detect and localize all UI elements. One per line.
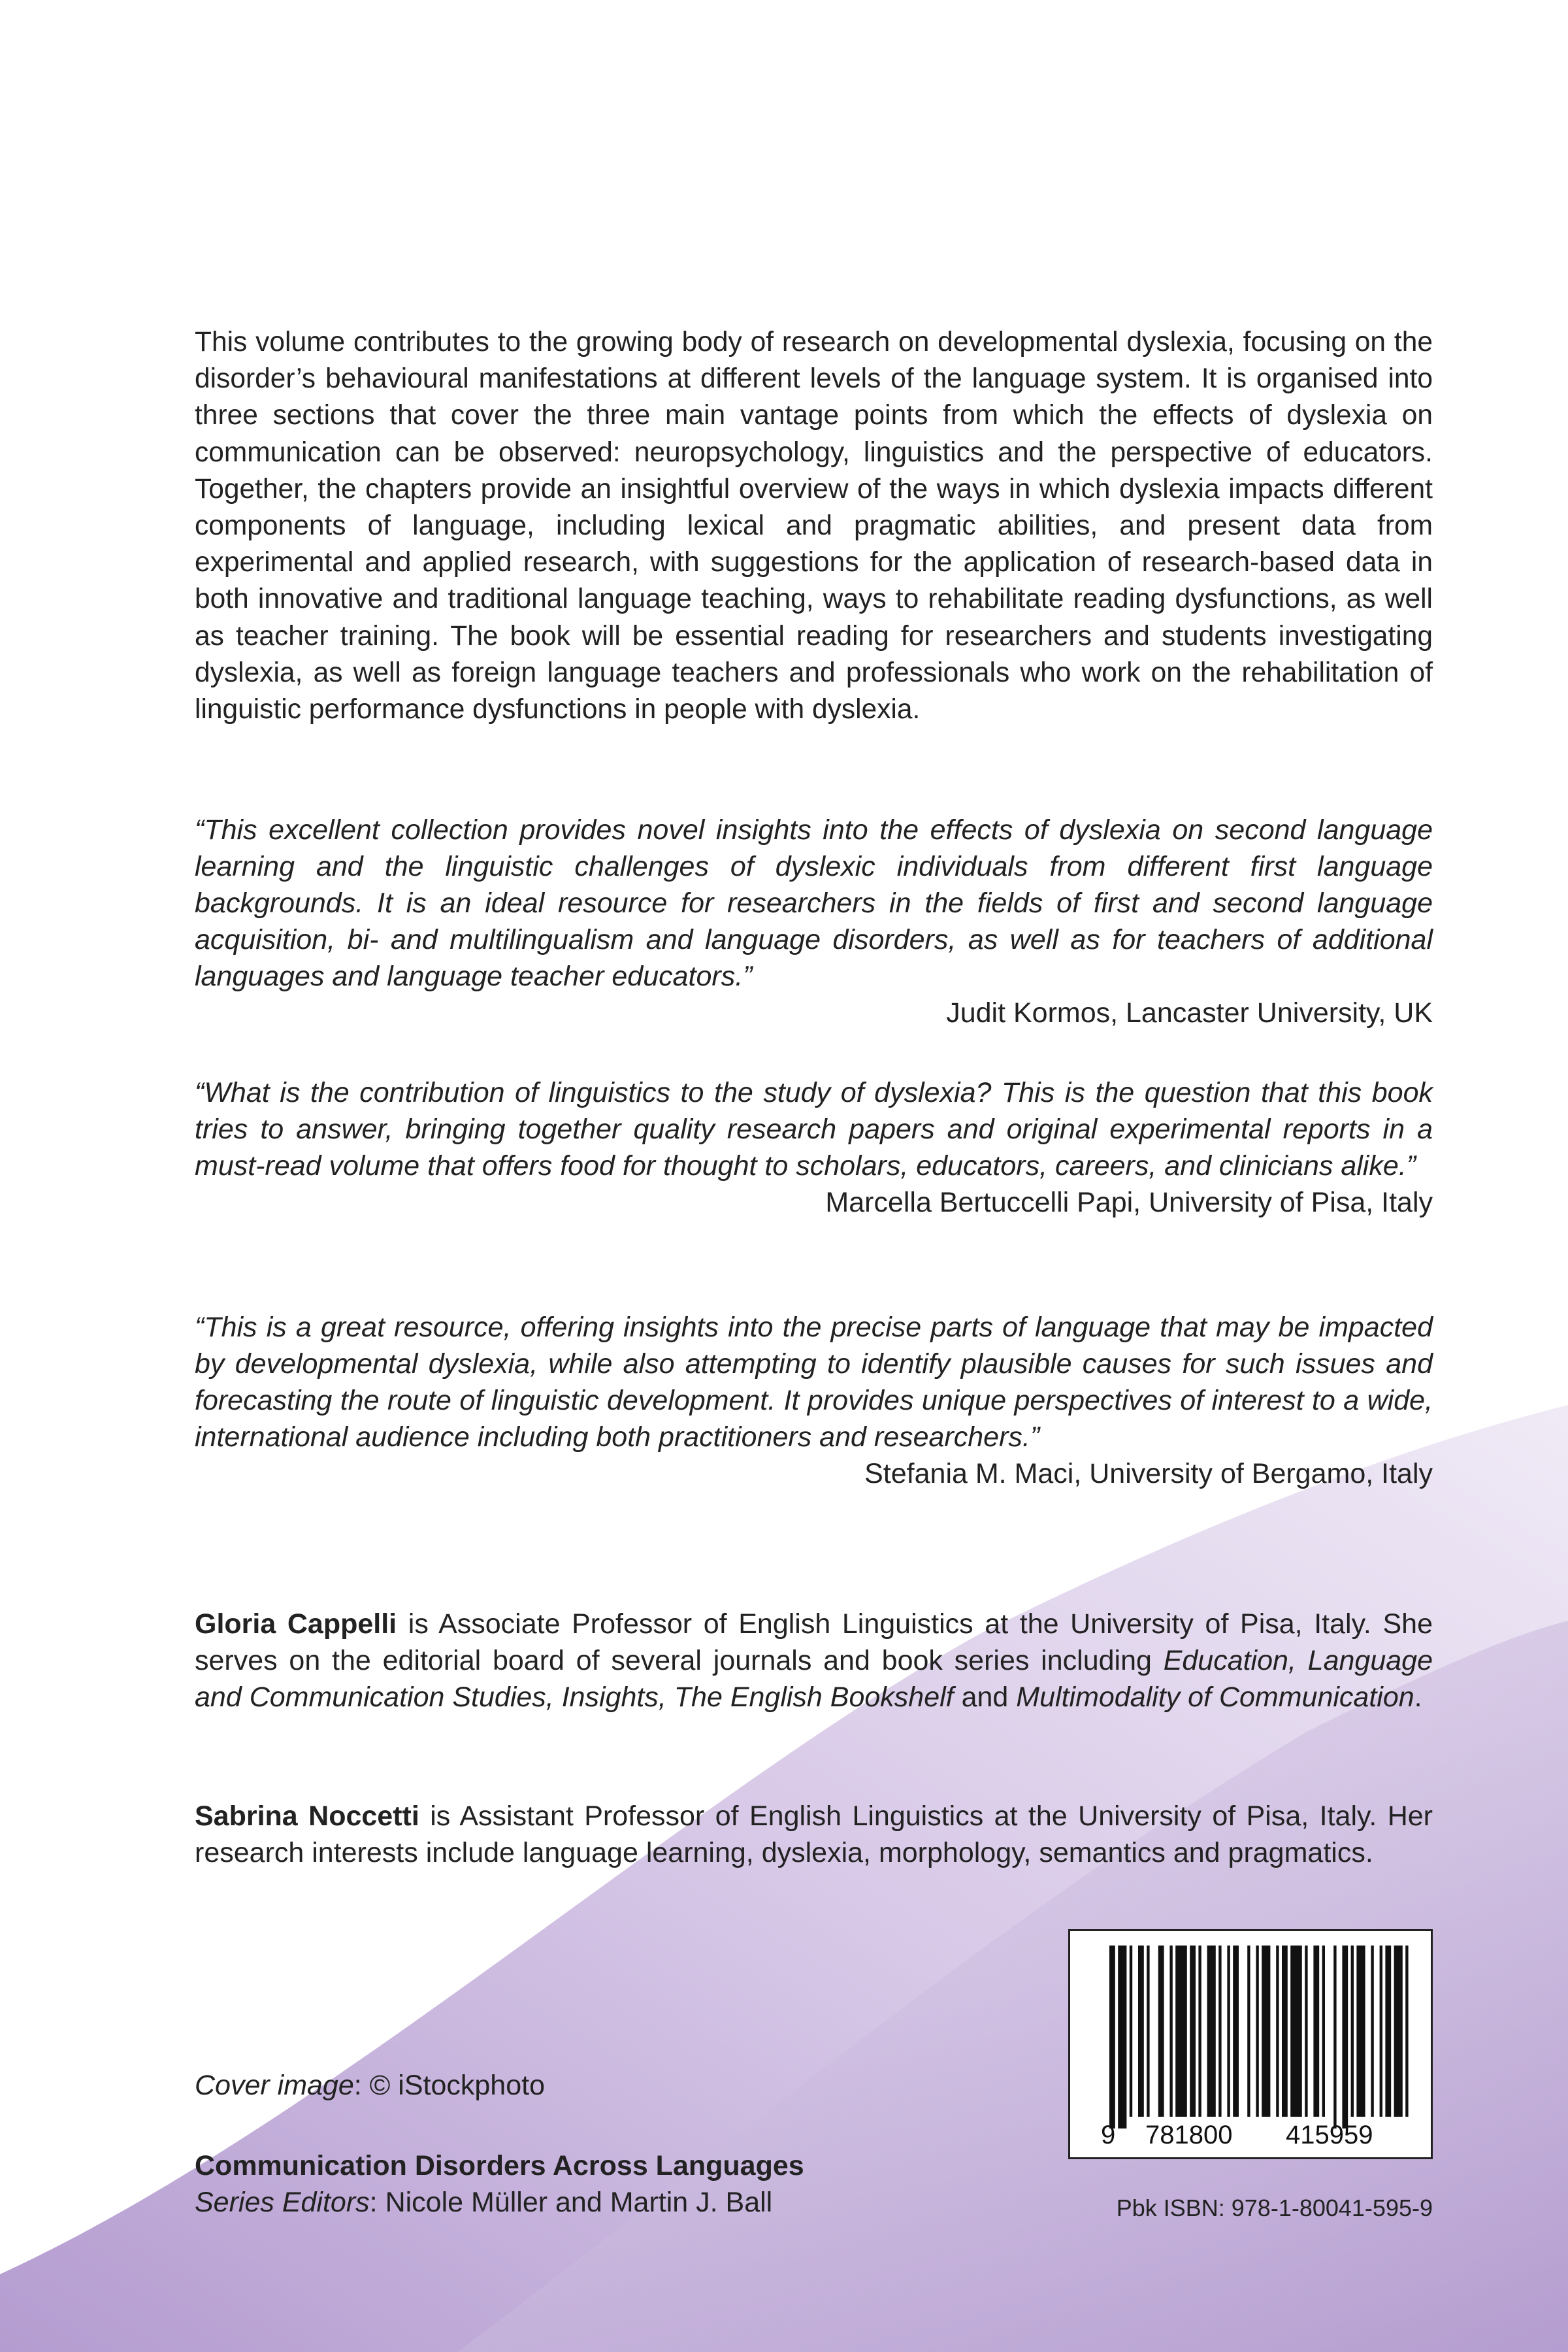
barcode-bar [1371,1946,1373,2117]
barcode-bar [1322,1946,1325,2117]
barcode-bar [1169,1946,1172,2117]
series-editors: : Nicole Müller and Martin J. Ball [369,2187,773,2218]
barcode-bar [1158,1946,1164,2117]
barcode-bar [1262,1946,1270,2117]
bio-series-titles: Education, Language and Communication Studies, Insights, The English Bookshelf [195,1645,1433,1713]
barcode-bar [1356,1946,1365,2117]
series-name: Communication Disorders Across Languages [195,2150,804,2181]
endorsement-1 [195,812,1433,1031]
series-editors-label: Series Editors [195,2187,370,2218]
bio-series-title: Multimodality of Communication [1016,1681,1414,1713]
barcode-bar [1130,1946,1132,2117]
barcode-bar [1233,1946,1239,2117]
barcode-bar [1313,1946,1319,2117]
endorsement-quote: “This excellent collection provides novel insights into the effects of dyslexia on second language learning and the linguistic challenges of dyslexic individuals from different first language backgrounds. It is an ideal resource for researchers in the fields of first and second language acquisition, bi- and multilingualism and language disorders, as well as for teachers of additional languages and language teacher educators.” [195,814,1433,992]
book-description [195,324,1433,728]
endorsement-2 [195,1074,1433,1221]
bio-text-part: is Associate Professor of English Linguistics at the University of Pisa, Italy. She serves on the editorial board of several journals and book series including [195,1608,1433,1676]
bio-text-part: and [953,1681,1017,1713]
barcode-bar [1282,1946,1288,2117]
editor-name: Gloria Cappelli [195,1608,397,1640]
barcode-bar [1247,1946,1250,2117]
cover-image-label: Cover image [195,2070,354,2101]
endorsement-quote: “What is the contribution of linguistics to the study of dyslexia? This is the question that this book tries to answer, bringing together quality research papers and original experimental reports in a must-read volume that offers food for thought to scholars, educators, careers, and clinicians alike.” [195,1077,1433,1182]
barcode-bar [1138,1946,1144,2117]
barcode-digits-left: 781800 [1145,2121,1233,2149]
endorsement-quote: “This is a great resource, offering insights into the precise parts of language that may be impacted by developmental dyslexia, while also attempting to identify plausible causes for such issues and forecasting the route of linguistic development. It provides unique perspectives of interest to a wide, international audience including both practitioners and researchers.” [195,1312,1433,1453]
barcode-bar [1276,1946,1279,2117]
barcode-bar [1190,1946,1196,2117]
barcode-bar [1118,1946,1126,2128]
barcode-digit-first: 9 [1101,2121,1116,2149]
barcode-bar [1175,1946,1187,2117]
cover-image-value: : © iStockphoto [353,2070,545,2101]
bio-text [195,1606,1433,1715]
bio-text-part: . [1414,1681,1422,1713]
editor-bio-2 [195,1798,1433,1871]
barcode-bar [1342,1946,1348,2128]
bio-text [195,1798,1433,1871]
barcode-bar [1198,1946,1201,2117]
barcode-bar [1405,1946,1408,2117]
barcode-bar [1290,1946,1302,2117]
endorsement-author: Marcella Bertuccelli Papi, University of Pisa, Italy [825,1187,1433,1218]
barcode-bar [1109,1946,1115,2128]
barcode-box [1068,1929,1433,2159]
barcode-bar [1227,1946,1230,2117]
description-paragraph: This volume contributes to the growing body of research on developmental dyslexia, focusing on the disorder’s behavioural manifestations at different levels of the language system. It is organised into three sections that cover the three main vantage points from which the effects of dyslexia on communication can be observed: neuropsychology, linguistics and the perspective of educators. Together, the chapters provide an insightful overview of the ways in which dyslexia impacts different components of language, including lexical and pragmatic abilities, and present data from experimental and applied research, with suggestions for the application of research-based data in both innovative and traditional language teaching, ways to rehabilitate reading dysfunctions, as well as teacher training. The book will be essential reading for researchers and students investigating dyslexia, as well as foreign language teachers and professionals who work on the rehabilitation of linguistic performance dysfunctions in people with dyslexia. [195,327,1433,725]
barcode [1070,1931,1431,2157]
barcode-bar [1147,1946,1149,2117]
barcode-bar [1333,1946,1336,2128]
cover-image-credit [195,2067,545,2104]
barcode-bar [1207,1946,1216,2117]
series-editors-line [195,2184,804,2221]
barcode-bar [1394,1946,1403,2117]
barcode-bar [1351,1946,1354,2117]
endorsement-author: Judit Kormos, Lancaster University, UK [946,997,1433,1029]
barcode-bar [1305,1946,1307,2117]
barcode-bar [1256,1946,1258,2117]
endorsement-author: Stefania M. Maci, University of Bergamo, Italy [864,1458,1433,1489]
editor-name: Sabrina Noccetti [195,1800,419,1832]
barcode-bar [1218,1946,1221,2117]
endorsement-3 [195,1309,1433,1492]
editor-bio-1 [195,1606,1433,1715]
isbn-label: Pbk ISBN: 978-1-80041-595-9 [1116,2195,1433,2221]
series-info [195,2147,804,2221]
bio-text-part: is Assistant Professor of English Linguistics at the University of Pisa, Italy. Her research interests include language learning, dyslexia, morphology, semantics and pragmatics. [195,1800,1433,1868]
barcode-digits-right: 415959 [1286,2121,1373,2149]
barcode-bar [1385,1946,1391,2117]
barcode-bar [1380,1946,1382,2117]
